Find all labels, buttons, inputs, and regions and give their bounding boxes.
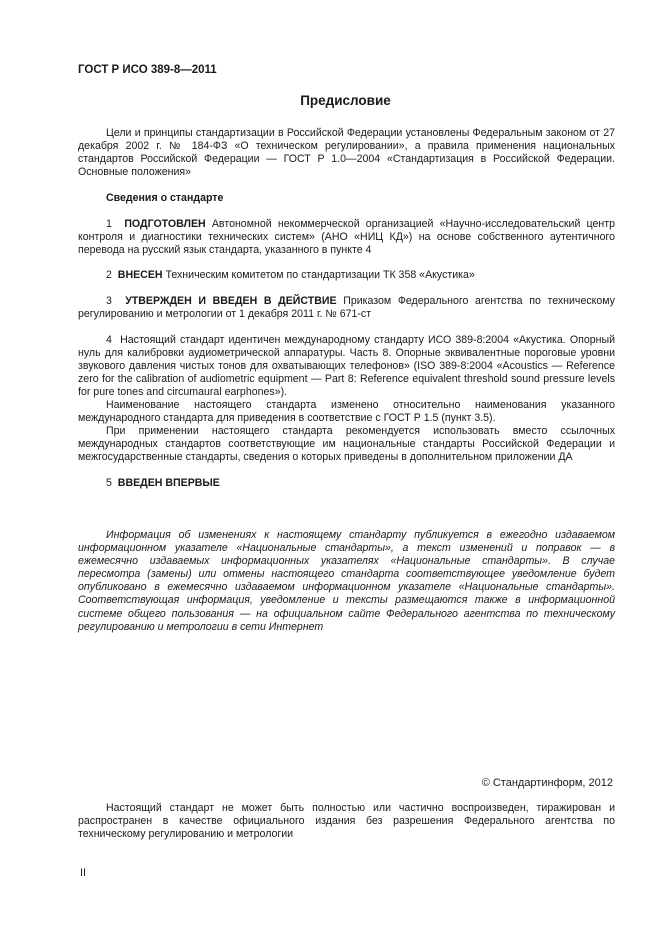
item-3-text: Приказом Федерального агентства по техническому регулированию и метрологии от 1 декабря 2011 г. № 671-ст xyxy=(78,295,615,321)
item-5 xyxy=(78,477,615,490)
item-4-paragraph-2-text: Наименование настоящего стандарта изменено относительно наименования указанного международного стандарта для приведения в соответствие с ГОСТ Р 1.5 (пункт 3.5). xyxy=(78,399,615,425)
section-heading xyxy=(78,192,615,205)
footer-note-text: Настоящий стандарт не может быть полностью или частично воспроизведен, тиражирован и распространен в качестве официального издания без разрешения Федерального агентства по техническому регулированию и метрологии xyxy=(78,802,615,841)
intro-paragraph xyxy=(78,127,615,179)
document-header: ГОСТ Р ИСО 389-8—2011 xyxy=(78,64,217,76)
intro-text: Цели и принципы стандартизации в Российской Федерации установлены Федеральным законом от 27 декабря 2002 г. № 184-ФЗ «О техническом регулировании», а правила применения национальных стандартов Российской Федерации — ГОСТ Р 1.0—2004 «Стандартизация в Российской Федерации. Основные положения» xyxy=(78,127,615,179)
item-4 xyxy=(78,334,615,399)
item-3-label: УТВЕРЖДЕН И ВВЕДЕН В ДЕЙСТВИЕ xyxy=(125,295,337,307)
item-2 xyxy=(78,269,615,282)
item-5-label: ВВЕДЕН ВПЕРВЫЕ xyxy=(117,477,220,489)
item-4-number: 4 xyxy=(106,334,112,346)
item-1-text: Автономной некоммерческой организацией «Научно-исследовательский центр контроля и диагностики технических систем» (АНО «НИЦ КД») на основе собственного аутентичного перевода на русский язык стандарта, указанного в пункте 4 xyxy=(78,218,615,257)
item-1 xyxy=(78,218,615,257)
item-2-label: ВНЕСЕН xyxy=(117,269,163,281)
item-3-number: 3 xyxy=(106,295,112,307)
item-1-number: 1 xyxy=(106,218,112,230)
info-note xyxy=(78,529,615,634)
item-4-text: Настоящий стандарт идентичен международному стандарту ИСО 389-8:2004 «Акустика. Опорный нуль для калибровки аудиометрической аппаратуры. Часть 8. Опорные эквивалентные пороговые уровни звукового давления чистых тонов для охватывающих телефонов» (ISO 389-8:2004 «Acoustics — Reference zero for the calibration of audiometric equipment — Part 8: Reference equivalent threshold sound pressure levels for pure tones and circumaural earphones»). xyxy=(78,334,616,399)
item-3 xyxy=(78,295,615,321)
copyright: © Стандартинформ, 2012 xyxy=(481,777,613,789)
item-2-text: Техническим комитетом по стандартизации ТК 358 «Акустика» xyxy=(162,269,475,281)
item-5-number: 5 xyxy=(106,477,112,489)
page-number: II xyxy=(80,867,87,879)
item-4-paragraph-3 xyxy=(78,425,615,464)
section-heading-text: Сведения о стандарте xyxy=(106,192,224,204)
item-2-number: 2 xyxy=(106,269,112,281)
info-note-text: Информация об изменениях к настоящему стандарту публикуется в ежегодно издаваемом информационном указателе «Национальные стандарты», а текст изменений и поправок — в ежемесячно издаваемых информационных указателях «Национальные стандарты». В случае пересмотра (замены) или отмены настоящего стандарта соответствующее уведомление будет опубликовано в ежемесячно издаваемом информационном указателе «Национальные стандарты». Соответствующая информация, уведомление и тексты размещаются также в информационной системе общего пользования — на официальном сайте Федерального агентства по техническому регулированию и метрологии в сети Интернет xyxy=(78,529,615,633)
footer-note xyxy=(78,802,615,841)
item-1-label: ПОДГОТОВЛЕН xyxy=(124,218,206,230)
item-4-paragraph-2 xyxy=(78,399,615,425)
page-title: Предисловие xyxy=(300,93,391,108)
item-4-paragraph-3-text: При применении настоящего стандарта рекомендуется использовать вместо ссылочных международных стандартов соответствующие им национальные стандарты Российской Федерации и межгосударственные стандарты, сведения о которых приведены в дополнительном приложении ДА xyxy=(78,425,615,464)
